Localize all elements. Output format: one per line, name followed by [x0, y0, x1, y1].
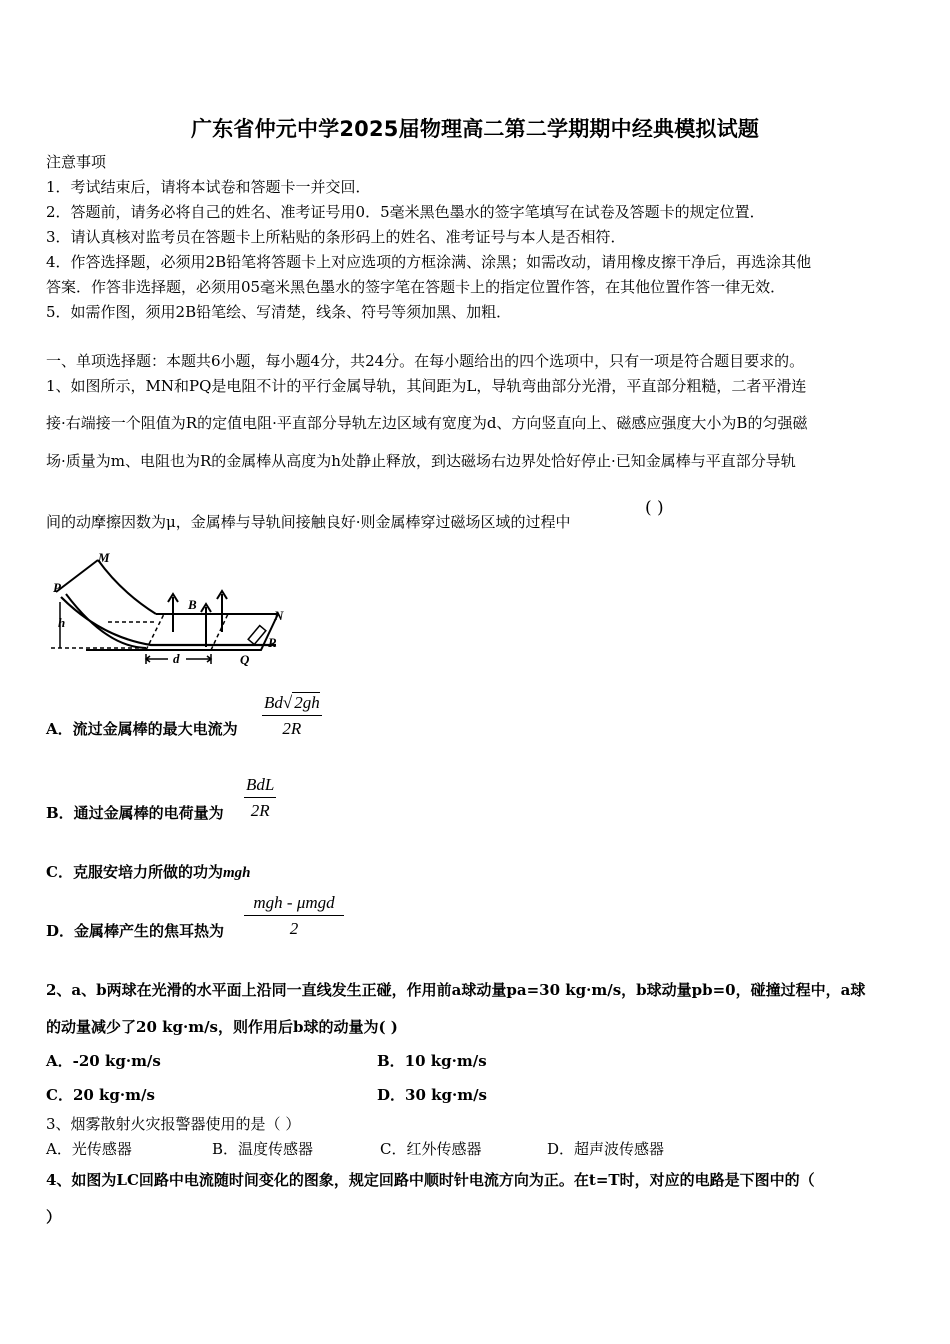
q1-option-d-fraction — [244, 893, 344, 939]
resistor-r — [248, 626, 266, 645]
page-title: 广东省仲元中学2025届物理高二第二学期期中经典模拟试题 — [190, 117, 760, 141]
label-p: P — [53, 580, 61, 595]
q2-option-b: B．10 kg·m/s — [377, 1052, 487, 1070]
notice-item-5: 5．如需作图，须用2B铅笔绘、写清楚，线条、符号等须加黑、加粗． — [46, 303, 512, 321]
rail-top-left — [56, 560, 98, 592]
notice-item-3: 3．请认真核对监考员在答题卡上所粘贴的条形码上的姓名、准考证号与本人是否相符． — [46, 228, 626, 246]
label-b: B — [188, 597, 197, 612]
q1-option-c — [46, 861, 250, 882]
notice-item-1: 1．考试结束后，请将本试卷和答题卡一并交回． — [46, 178, 371, 196]
q1-option-d-num: mgh - μmgd — [244, 893, 344, 916]
q1-answer-paren: ( ) — [645, 498, 664, 518]
q4-line-1: 4、如图为LC回路中电流随时间变化的图象，规定回路中顺时针电流方向为正。在t=T时，对应的电路是下图中的（ — [46, 1171, 815, 1189]
q3-option-b: B．温度传感器 — [212, 1140, 314, 1158]
rail-mn — [61, 597, 276, 645]
q1-option-d-den: 2 — [289, 919, 299, 938]
q1-option-b: B．通过金属棒的电荷量为 — [46, 804, 224, 822]
q2-option-c: C．20 kg·m/s — [46, 1086, 155, 1104]
label-d: d — [173, 651, 180, 666]
notice-heading: 注意事项 — [46, 153, 107, 171]
q3-option-c: C．红外传感器 — [380, 1140, 482, 1158]
notice-item-4-cont: 答案．作答非选择题，必须用05毫米黑色墨水的签字笔在答题卡上的指定位置作答，在其他位置作答一律无效． — [46, 278, 786, 296]
q1-option-b-den: 2R — [250, 801, 270, 820]
notice-item-2: 2．答题前，请务必将自己的姓名、准考证号用0．5毫米黑色墨水的签字笔填写在试卷及答题卡的规定位置． — [46, 203, 765, 221]
q3-option-a: A．光传感器 — [46, 1140, 132, 1158]
label-n: N — [274, 608, 284, 623]
q1-rail-diagram — [46, 552, 296, 677]
label-q: Q — [240, 652, 250, 667]
section-heading: 一、单项选择题：本题共6小题，每小题4分，共24分。在每小题给出的四个选项中，只有一项是符合题目要求的。 — [46, 352, 805, 370]
q1-option-b-fraction — [244, 775, 276, 821]
q1-option-d: D．金属棒产生的焦耳热为 — [46, 922, 225, 940]
notice-item-4: 4．作答选择题，必须用2B铅笔将答题卡上对应选项的方框涂满、涂黑；如需改动，请用橡皮擦干净后，再选涂其他 — [46, 253, 812, 271]
q1-option-a-sqrt: 2gh — [294, 693, 320, 712]
q3-option-d: D．超声波传感器 — [547, 1140, 665, 1158]
q2-line-2: 的动量减少了20 kg·m/s，则作用后b球的动量为( ) — [46, 1018, 398, 1036]
q1-line-3: 场·质量为m、电阻也为R的金属棒从高度为h处静止释放，到达磁场右边界处恰好停止·已知金属棒与平直部分导轨 — [46, 452, 796, 470]
q1-option-a-den: 2R — [282, 719, 302, 738]
rail-pq-curve — [66, 594, 146, 648]
q1-option-a: A．流过金属棒的最大电流为 — [46, 720, 238, 738]
q1-option-c-text: C．克服安培力所做的功为 — [46, 863, 223, 881]
rail-m-curve — [98, 560, 156, 614]
q1-line-4: 间的动摩擦因数为μ，金属棒与导轨间接触良好·则金属棒穿过磁场区域的过程中 — [46, 513, 571, 531]
label-h: h — [58, 615, 66, 630]
q2-line-1: 2、a、b两球在光滑的水平面上沿同一直线发生正碰，作用前a球动量pa=30 kg·m/s，b球动量pb=0，碰撞过程中，a球 — [46, 981, 866, 999]
q1-line-1: 1、如图所示，MN和PQ是电阻不计的平行金属导轨，其间距为L，导轨弯曲部分光滑，平直部分粗糙，二者平滑连 — [46, 377, 807, 395]
q3-line: 3、烟雾散射火灾报警器使用的是（ ） — [46, 1115, 301, 1133]
q1-line-2: 接·右端接一个阻值为R的定值电阻·平直部分导轨左边区域有宽度为d、方向竖直向上、磁感应强度大小为B的匀强磁 — [46, 414, 808, 432]
q1-option-a-fraction: $\frac{Bd√ 2gh}{2R}$ — [264, 693, 320, 738]
q1-option-c-value: mgh — [222, 865, 251, 881]
q1-option-b-num: BdL — [244, 775, 276, 798]
q2-option-d: D．30 kg·m/s — [377, 1086, 488, 1104]
q4-line-2: ） — [46, 1208, 62, 1226]
q1-option-a-num: Bd — [264, 693, 283, 712]
label-r: R — [268, 635, 277, 650]
label-m: M — [98, 552, 110, 565]
q2-option-a: A．-20 kg·m/s — [46, 1052, 161, 1070]
